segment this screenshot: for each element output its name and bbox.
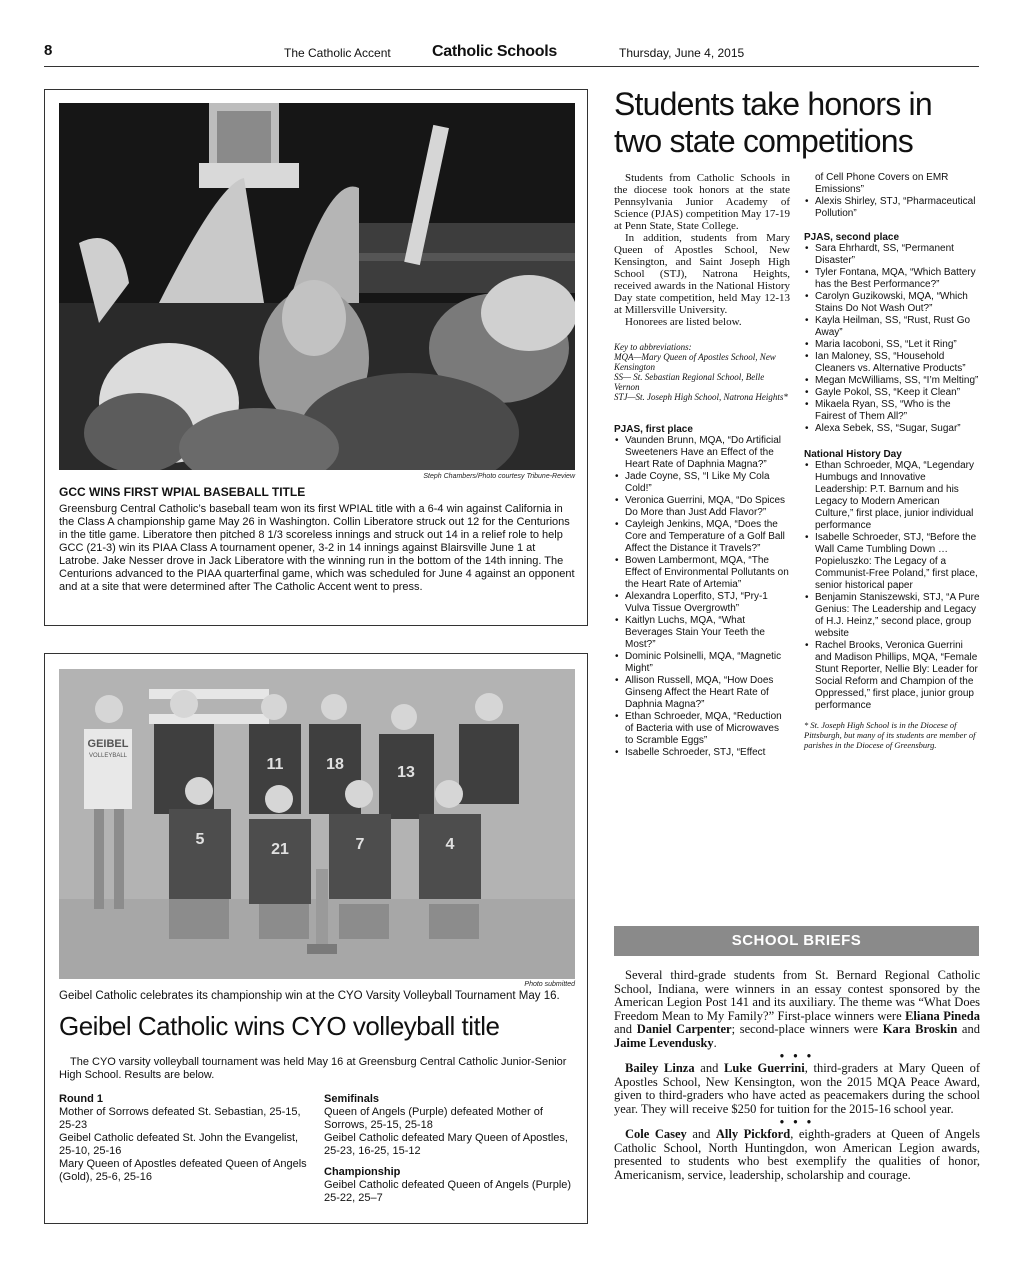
round1-label: Round 1 xyxy=(59,1093,103,1105)
list-item: • Cayleigh Jenkins, MQA, “Does the Core and Temperature of a Golf Ball Affect the Distance it Travels?” xyxy=(614,519,790,555)
school-briefs xyxy=(614,969,980,1182)
championship-label: Championship xyxy=(324,1166,401,1178)
school-briefs-banner: SCHOOL BRIEFS xyxy=(614,926,979,956)
list-item: • Ian Maloney, SS, “Household Cleaners vs. Alternative Products” xyxy=(804,351,980,375)
list-item: • Jade Coyne, SS, “I Like My Cola Cold!” xyxy=(614,471,790,495)
masthead-rule xyxy=(44,66,979,67)
pjas-first-list-continued xyxy=(804,172,980,220)
result-line: Geibel Catholic defeated St. John the Evangelist, 25-10, 25-16 xyxy=(59,1132,299,1157)
result-line: Geibel Catholic defeated Queen of Angels (Purple) 25-22, 25–7 xyxy=(324,1179,572,1204)
pjas-second-label: PJAS, second place xyxy=(804,232,900,243)
result-line: Geibel Catholic defeated Mary Queen of Apostles, 25-23, 16-25, 15-12 xyxy=(324,1132,568,1157)
story-paragraph: Honorees are listed below. xyxy=(625,316,742,328)
list-item: • Kayla Heilman, SS, “Rust, Rust Go Away” xyxy=(804,315,980,339)
list-item: • Carolyn Guzikowski, MQA, “Which Stains Do Not Wash Out?” xyxy=(804,291,980,315)
result-line: Mother of Sorrows defeated St. Sebastian, 25-15, 25-23 xyxy=(59,1106,301,1131)
semifinals-label: Semifinals xyxy=(324,1093,380,1105)
jersey-number: 4 xyxy=(445,836,455,853)
volleyball-headline: Geibel Catholic wins CYO volleyball title xyxy=(59,1011,500,1041)
list-item: • Vaunden Brunn, MQA, “Do Artificial Sweeteners Have an Effect of the Heart Rate of Daphnia Magna?” xyxy=(614,435,790,471)
brief-paragraph: Cole Casey and Ally Pickford, eighth-graders at Queen of Angels Catholic School, North Huntingdon, won American Legion awards, presented to students who best exemplify the qualities of honor, Americanism, service, leadership, scholarship and courage. xyxy=(614,1127,980,1182)
list-item: • Sara Ehrhardt, SS, “Permanent Disaster” xyxy=(804,243,980,267)
pjas-second-list xyxy=(804,243,980,435)
list-item: • Megan McWilliams, SS, “I’m Melting” xyxy=(804,375,980,387)
brief-separator: • • • xyxy=(779,1049,815,1063)
brief-separator: • • • xyxy=(779,1115,815,1129)
list-item-continued: of Cell Phone Covers on EMR Emissions” xyxy=(815,172,949,195)
jersey-number: 11 xyxy=(266,756,284,773)
volleyball-caption: Geibel Catholic celebrates its championship win at the CYO Varsity Volleyball Tournament May 16. xyxy=(59,990,560,1002)
list-item: • Tyler Fontana, MQA, “Which Battery has the Best Performance?” xyxy=(804,267,980,291)
publication-name: The Catholic Accent xyxy=(284,46,391,60)
shirt-text-2: VOLLEYBALL xyxy=(88,753,128,759)
list-item: • Maria Iacoboni, SS, “Let it Ring” xyxy=(804,339,980,351)
list-item: • Isabelle Schroeder, STJ, “Before the Wall Came Tumbling Down … Popieluszko: The Legacy of a Communist-Free Poland,” first place, senior historical paper xyxy=(804,532,980,592)
story-column-1 xyxy=(614,172,790,759)
jersey-number: 7 xyxy=(355,836,365,853)
pjas-first-label: PJAS, first place xyxy=(614,424,693,435)
key-item: SS— St. Sebastian Regional School, Belle Vernon xyxy=(614,372,765,392)
brief-paragraph: Several third-grade students from St. Bernard Regional Catholic School, Indiana, were winners in an essay contest sponsored by the American Legion Post 141 and its auxiliary. The theme was “What Does Freedom Mean to My Family?” First-place winners were Eliana Pineda and Daniel Carpenter; second-place winners were Kara Broskin and Jaime Levendusky. xyxy=(614,968,981,1050)
nhd-label: National History Day xyxy=(804,449,902,460)
jersey-number: 21 xyxy=(271,841,289,858)
shirt-text: GEIBEL xyxy=(87,738,129,750)
volleyball-photo-credit: Photo submitted xyxy=(524,981,575,988)
volleyball-intro: The CYO varsity volleyball tournament was held May 16 at Greensburg Central Catholic Junior-Senior High School. Results are below. xyxy=(59,1056,567,1081)
list-item: • Alexandra Loperfito, STJ, “Pry-1 Vulva Tissue Overgrowth” xyxy=(614,591,790,615)
volleyball-team-photo xyxy=(59,669,575,979)
list-item: • Veronica Guerrini, MQA, “Do Spices Do More than Just Add Flavor?” xyxy=(614,495,790,519)
footnote: * St. Joseph High School is in the Diocese of Pittsburgh, but many of its students are member of parishes in the Diocese of Greensburg. xyxy=(804,720,976,750)
pjas-first-list xyxy=(614,435,790,759)
list-item: • Alexa Sebek, SS, “Sugar, Sugar” xyxy=(804,423,980,435)
story-headline: Students take honors in two state competitions xyxy=(614,86,932,159)
list-item: • Kaitlyn Luchs, MQA, “What Beverages Stain Your Teeth the Most?” xyxy=(614,615,790,651)
baseball-caption-text: Greensburg Central Catholic’s baseball team won its first WPIAL title with a 6-4 win against California in the Class A championship game May 26 in Washington. Collin Liberatore struck out 12 for the Centurions in the title game. Liberatore then pitched 8 1/3 scoreless innings and struck out 14 in a relief role to help GCC (21-3) win its PIAA Class A tournament opener, 3-2 in 14 innings against Blairsville June 1 at Latrobe. Jake Nesser drove in Jack Liberatore with the winning run in the bottom of the 14th inning. The Centurions advanced to the PIAA quarterfinal game, which was scheduled for June 4 against an opponent and at a site that were determined after The Catholic Accent went to press. xyxy=(59,503,575,593)
issue-date: Thursday, June 4, 2015 xyxy=(619,46,745,60)
list-item: • Benjamin Staniszewski, STJ, “A Pure Genius: The Leadership and Legacy of H.J. Heinz,” second place, group website xyxy=(804,592,980,640)
story-paragraph: Students from Catholic Schools in the diocese took honors at the state Pennsylvania Junior Academy of Science (PJAS) competition May 17-19 at Penn State, State College. xyxy=(614,172,790,232)
nhd-list xyxy=(804,460,980,712)
page-number: 8 xyxy=(44,42,53,59)
list-item: • Ethan Schroeder, MQA, “Reduction of Bacteria with use of Microwaves to Scramble Eggs” xyxy=(614,711,790,747)
result-line: Queen of Angels (Purple) defeated Mother of Sorrows, 25-15, 25-18 xyxy=(324,1106,543,1131)
list-item: • Rachel Brooks, Veronica Guerrini and Madison Phillips, MQA, “Female Stunt Reporter, Nellie Bly: Leader for Social Reform and Champion of the Oppressed,” first place, junior group performance xyxy=(804,640,980,712)
brief-paragraph: Bailey Linza and Luke Guerrini, third-graders at Mary Queen of Apostles School, New Kensington, won the 2015 MQA Peace Award, given to third-graders who have acted as peacemakers during the school year. They will receive $250 for tuition for the 2015-16 school year. xyxy=(614,1061,980,1116)
list-item: • Ethan Schroeder, MQA, “Legendary Humbugs and Innovative Leadership: P.T. Barnum and his Legacy to Modern American Culture,” first place, junior individual performance xyxy=(804,460,980,532)
baseball-photo-credit: Steph Chambers/Photo courtesy Tribune-Review xyxy=(423,473,575,480)
jersey-number: 18 xyxy=(326,756,344,773)
baseball-caption-heading: GCC WINS FIRST WPIAL BASEBALL TITLE xyxy=(59,485,306,499)
jersey-number: 5 xyxy=(195,831,205,848)
list-item: • Gayle Pokol, SS, “Keep it Clean” xyxy=(804,387,980,399)
result-line: Mary Queen of Apostles defeated Queen of Angels (Gold), 25-6, 25-16 xyxy=(59,1158,307,1183)
list-item: • Dominic Polsinelli, MQA, “Magnetic Might” xyxy=(614,651,790,675)
volleyball-results-column-2 xyxy=(324,1093,579,1205)
key-title: Key to abbreviations: xyxy=(614,342,692,352)
abbreviation-key xyxy=(614,342,790,402)
section-title: Catholic Schools xyxy=(432,43,557,60)
volleyball-results-column-1 xyxy=(59,1093,314,1184)
story-paragraph: In addition, students from Mary Queen of Apostles School, New Kensington, and Saint Joseph High School (STJ), Natrona Heights, received awards in the National History Day state competition, held May 12-13 at Millersville University. xyxy=(614,232,790,316)
jersey-number: 13 xyxy=(397,764,415,781)
list-item: • Mikaela Ryan, SS, “Who is the Fairest of Them All?” xyxy=(804,399,980,423)
baseball-team-photo xyxy=(59,103,575,470)
list-item: • Allison Russell, MQA, “How Does Ginseng Affect the Heart Rate of Daphnia Magna?” xyxy=(614,675,790,711)
list-item: • Isabelle Schroeder, STJ, “Effect xyxy=(614,747,790,759)
story-column-2 xyxy=(804,172,980,750)
key-item: MQA—Mary Queen of Apostles School, New Kensington xyxy=(614,352,776,372)
key-item: STJ—St. Joseph High School, Natrona Heights* xyxy=(614,392,788,402)
list-item: • Bowen Lambermont, MQA, “The Effect of Environmental Pollutants on the Heart Rate of Artemia” xyxy=(614,555,790,591)
list-item: • Alexis Shirley, STJ, “Pharmaceutical Pollution” xyxy=(804,196,980,220)
